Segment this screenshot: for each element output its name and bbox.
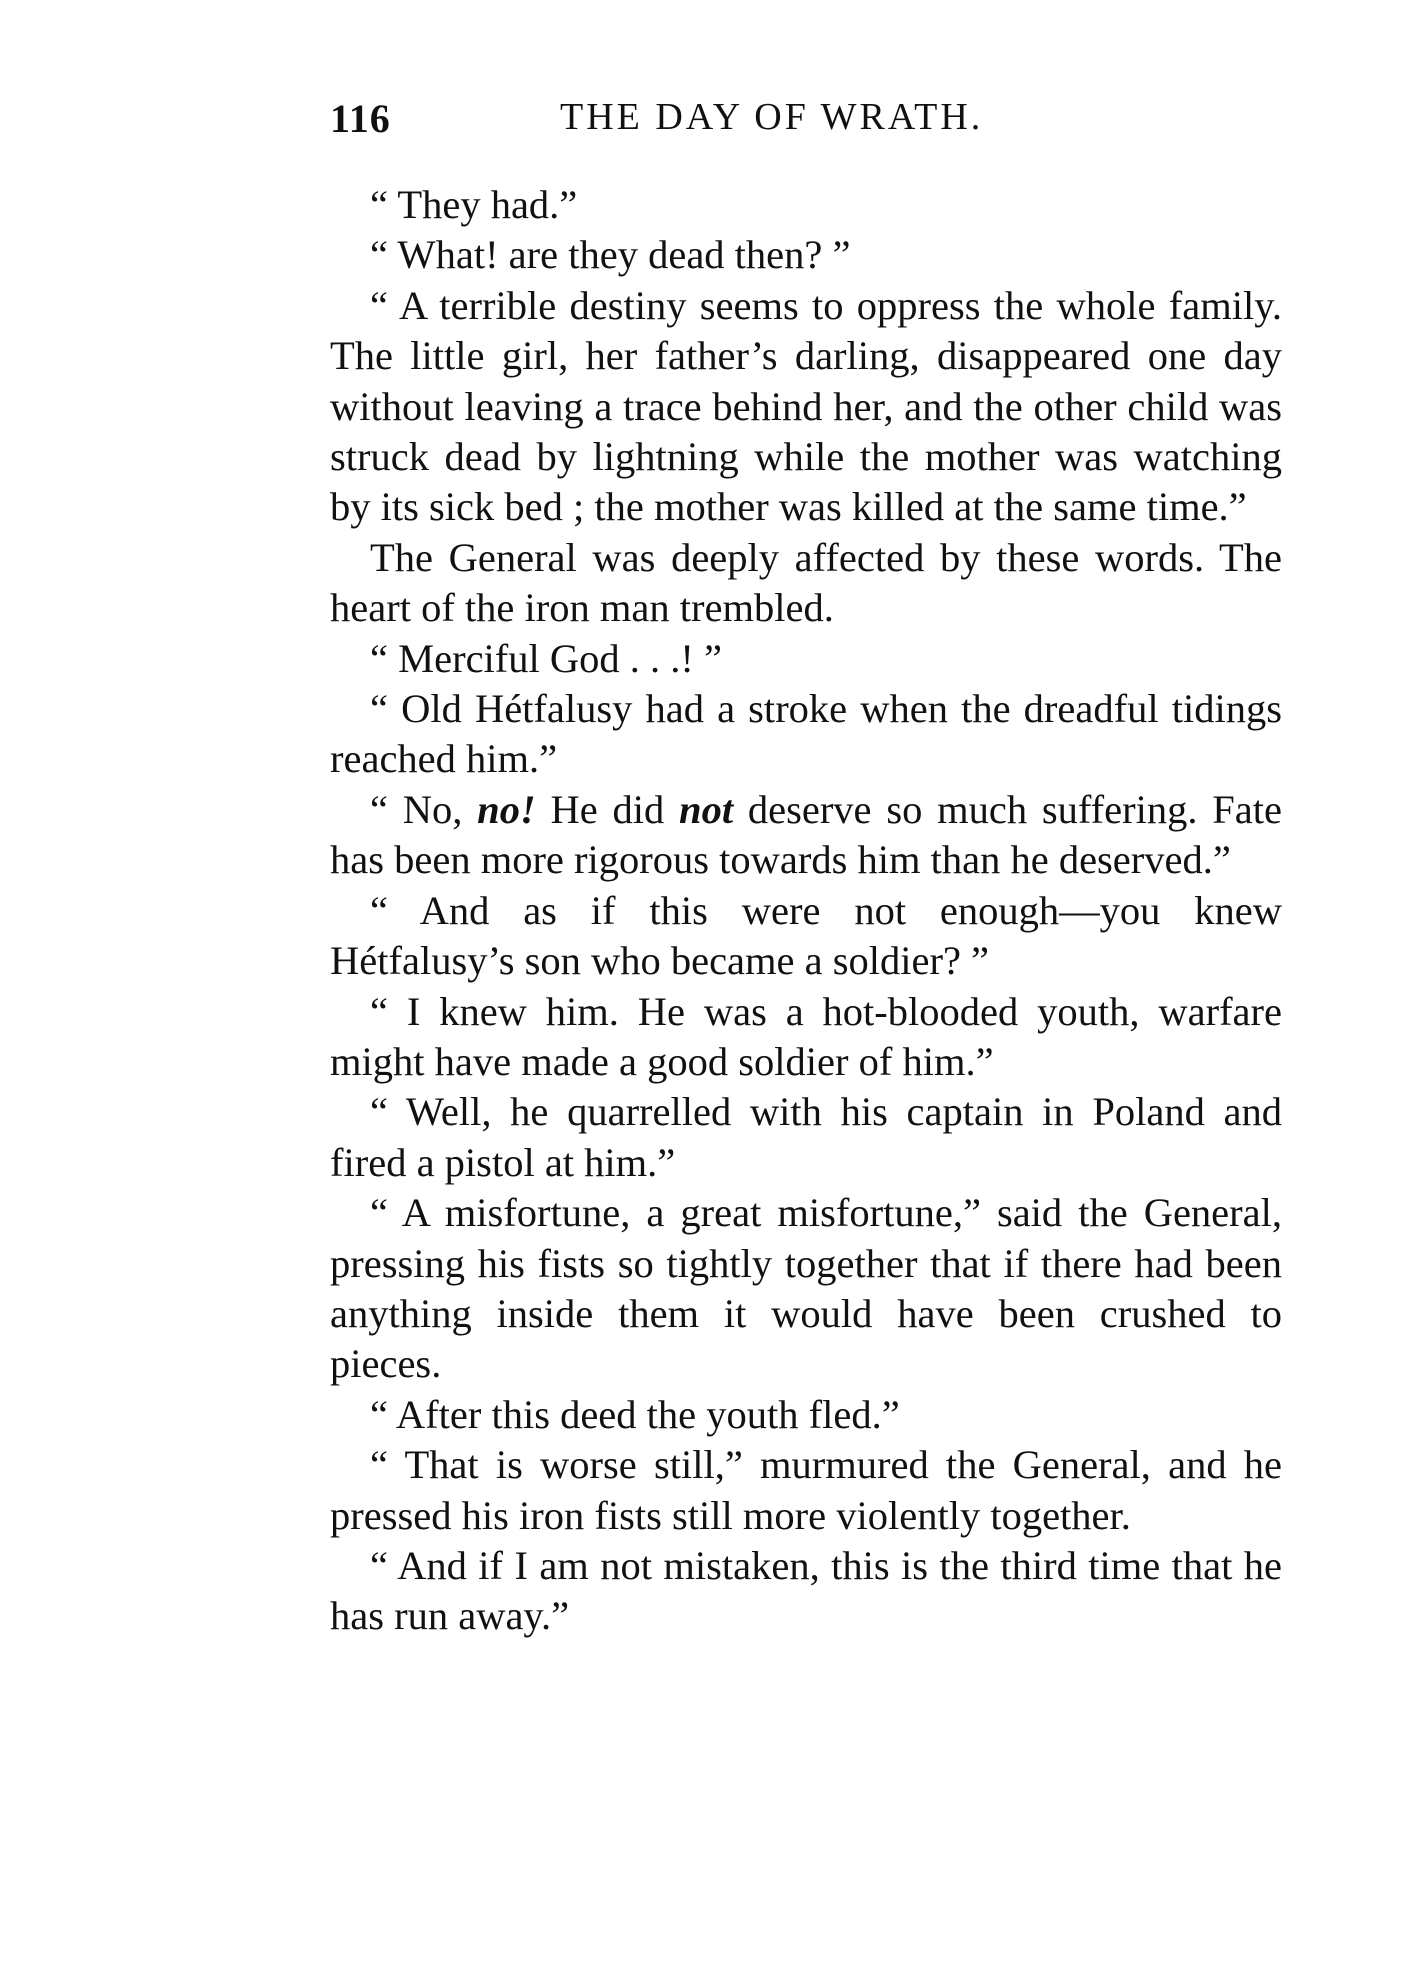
- paragraph: “ After this deed the youth fled.”: [370, 1391, 900, 1437]
- paragraph: The General was deeply affected by these words. The heart of the iron man trembled.: [330, 534, 1282, 631]
- paragraph: “ I knew him. He was a hot-blooded youth, warfare might have made a good soldier of him.”: [330, 988, 1282, 1084]
- page-number: 116: [330, 96, 391, 141]
- paragraph: “ Old Hétfalusy had a stroke when the dreadful tidings reached him.”: [330, 686, 1282, 782]
- running-title: THE DAY OF WRATH.: [560, 96, 984, 138]
- paragraph: “ That is worse still,” murmured the General, and he pressed his iron fists still more violently together.: [330, 1442, 1282, 1538]
- paragraph: “ Merciful God . . .! ”: [370, 635, 723, 681]
- paragraph: “ They had.”: [370, 182, 578, 227]
- emphasis: no!: [477, 786, 536, 832]
- paragraph: “ And if I am not mistaken, this is the third time that he has run away.”: [330, 1542, 1282, 1639]
- page-header: [330, 95, 1282, 145]
- page-body: [330, 180, 1282, 1642]
- paragraph: “ And as if this were not enough—you knew Hétfalusy’s son who became a soldier? ”: [330, 887, 1282, 984]
- text-run: “ No,: [370, 786, 478, 832]
- paragraph: “ What! are they dead then? ”: [370, 232, 851, 278]
- paragraph: [330, 785, 1282, 886]
- text-run: deserve so much suffering. Fate has been more rigorous towards him than he deserved.”: [330, 786, 1282, 883]
- text-run: He did: [535, 786, 680, 832]
- paragraph: “ Well, he quarrelled with his captain in Poland and fired a pistol at him.”: [330, 1089, 1282, 1185]
- paragraph: “ A misfortune, a great misfortune,” said the General, pressing his fists so tightly together that if there had been anything inside them it would have been crushed to pieces.: [330, 1190, 1282, 1387]
- emphasis: not: [679, 786, 734, 832]
- paragraph: “ A terrible destiny seems to oppress the whole family. The little girl, her father’s darling, disappeared one day without leaving a trace behind her, and the other child was struck dead by lightning while the mother was watching by its sick bed ; the mother was killed at the same time.”: [330, 282, 1282, 530]
